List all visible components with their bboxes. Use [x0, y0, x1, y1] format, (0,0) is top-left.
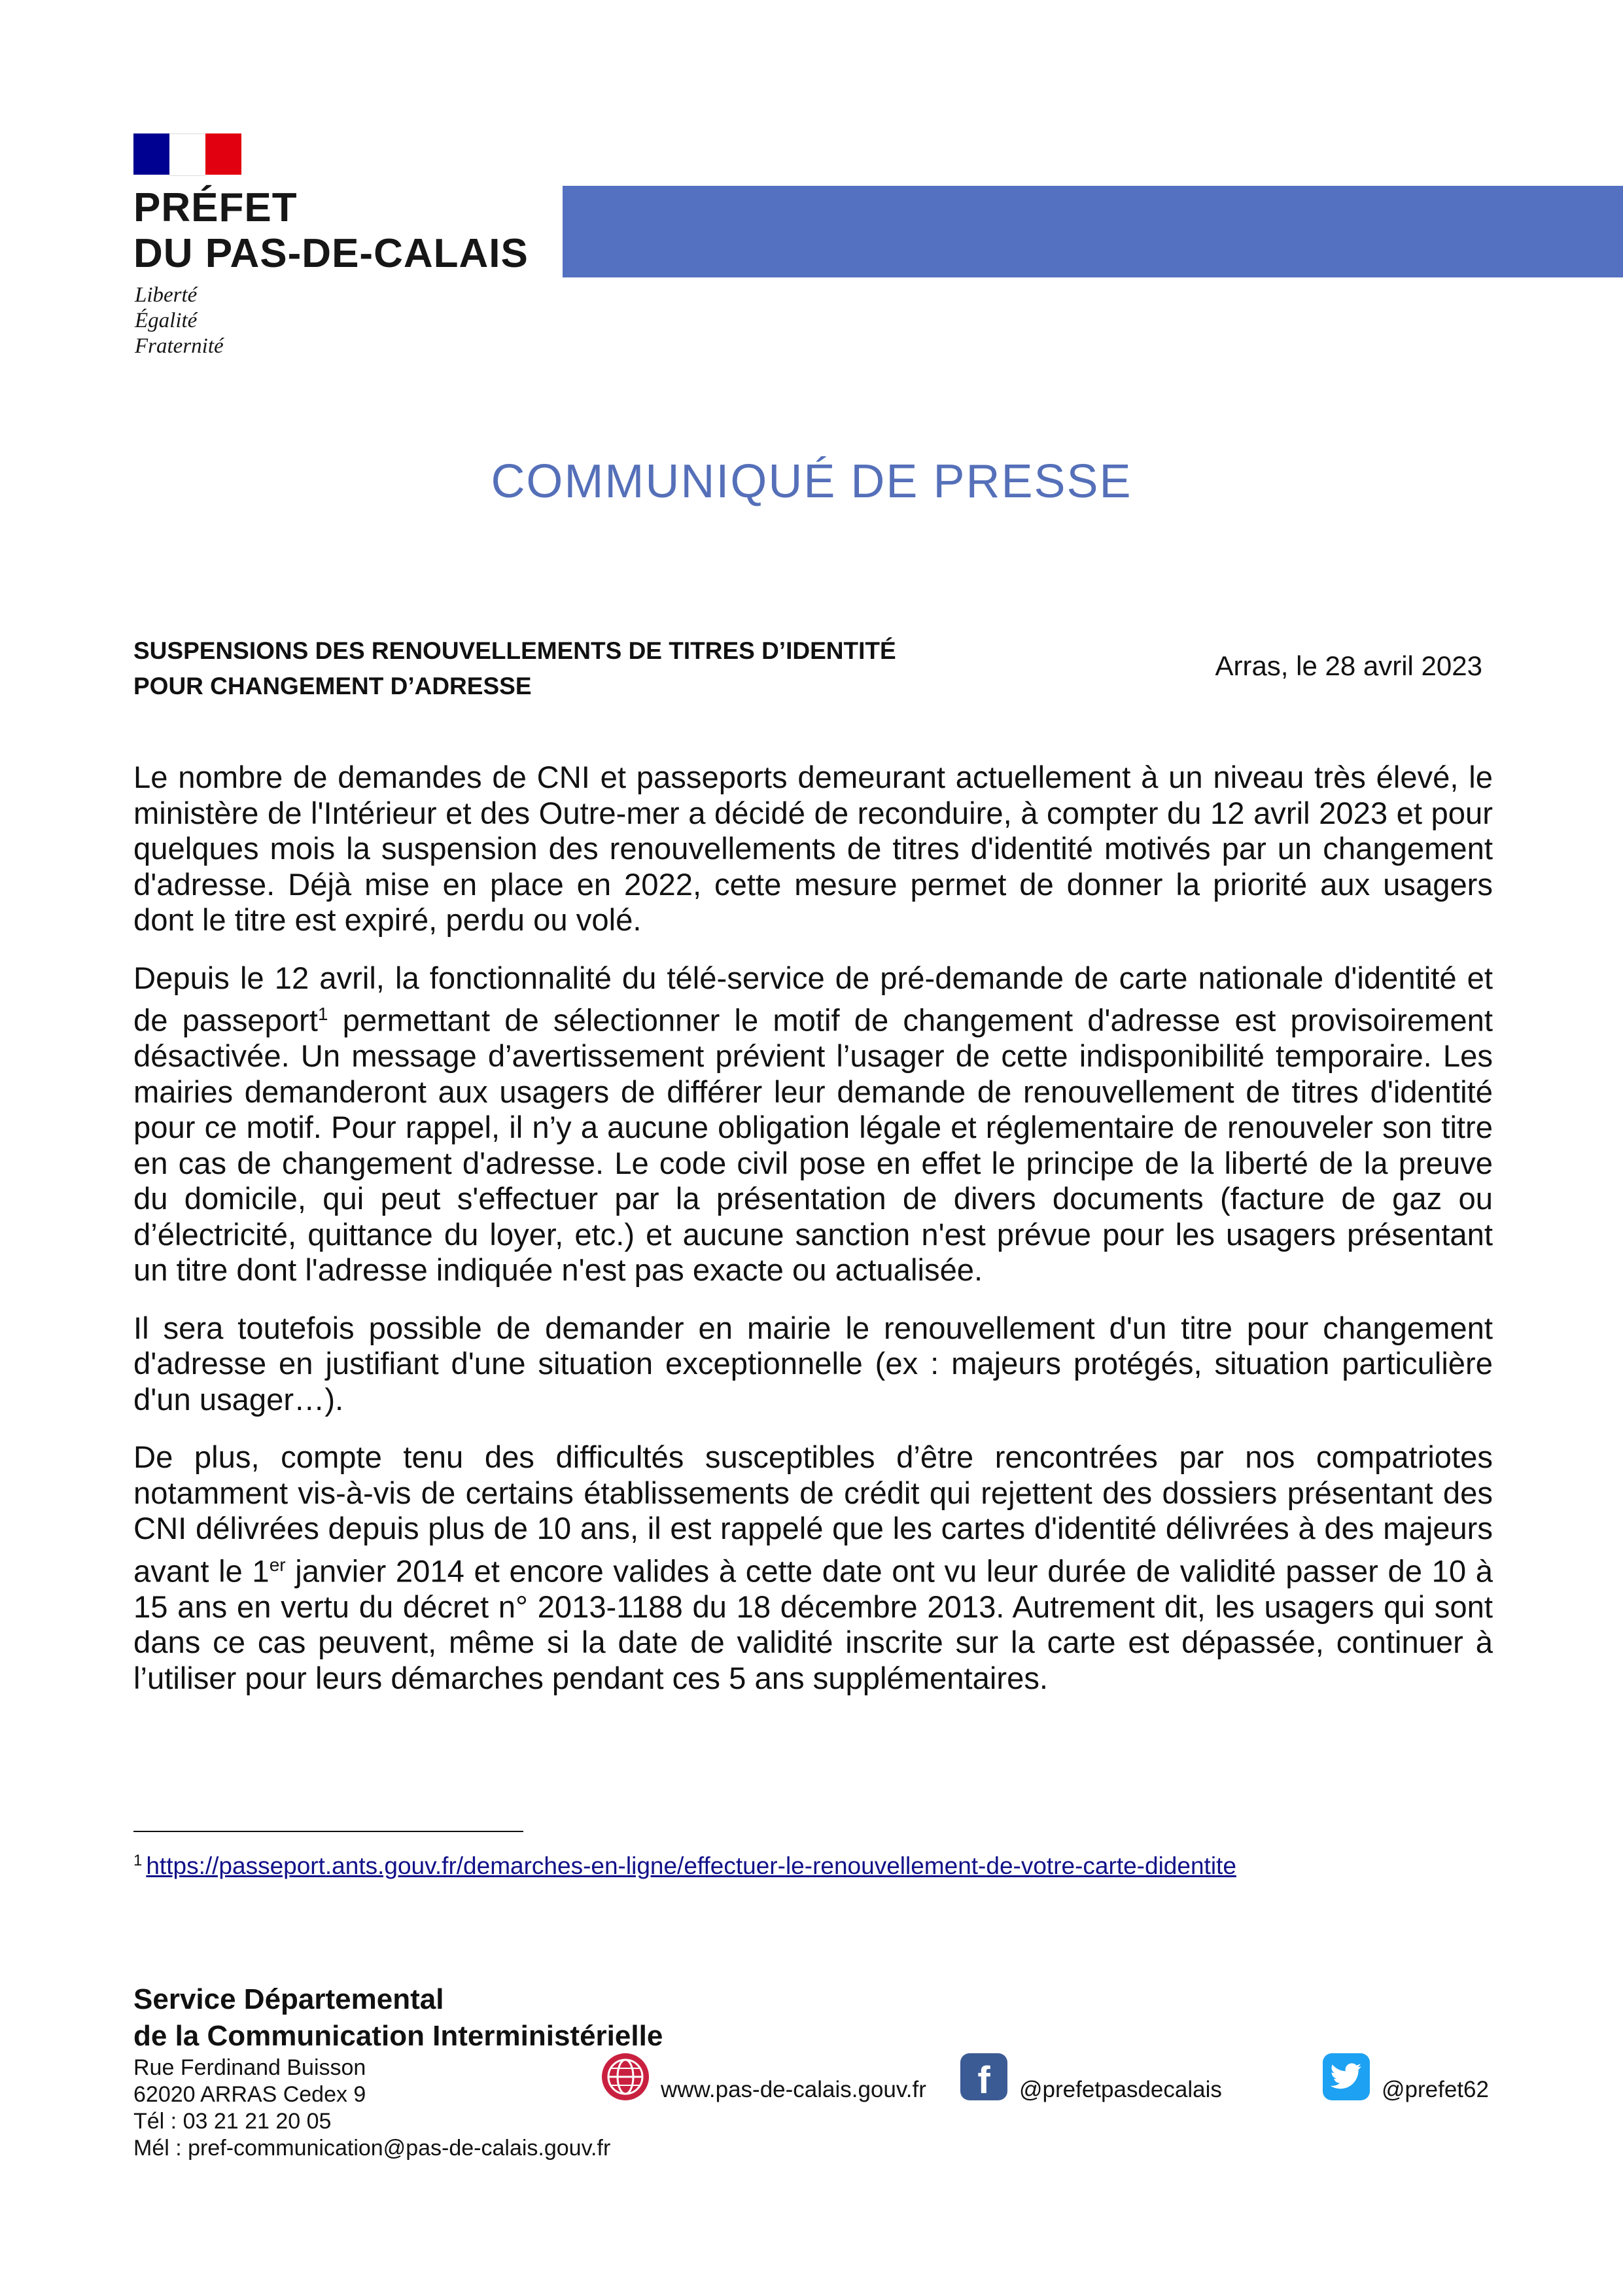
globe-icon [602, 2053, 649, 2100]
paragraph-2 [133, 961, 1493, 1289]
motto-liberte: Liberté [135, 283, 198, 307]
address-street: Rue Ferdinand Buisson [133, 2055, 366, 2080]
service-line-2: de la Communication Interministérielle [133, 2020, 663, 2052]
motto-egalite: Égalité [135, 309, 198, 332]
document-body [133, 760, 1493, 1719]
contact-address [133, 2055, 610, 2162]
facebook-icon: f [960, 2053, 1007, 2100]
press-release-subject [133, 633, 896, 704]
website-contact[interactable] [602, 2055, 926, 2100]
paragraph-4-part-b: janvier 2014 et encore valides à cette date ont vu leur durée de validité passer de 10 à 15 ans en vertu du décret n° 2013-1188 du 18 décembre 2013. Autrement dit, les usagers qui sont dans ce cas peuvent, même si la date de validité inscrite sur la carte est dépassée, continuer à l’utiliser pour leurs démarches pendant ces 5 ans supplémentaires. [133, 1554, 1493, 1696]
ordinal-suffix: er [269, 1554, 286, 1575]
facebook-handle[interactable]: @prefetpasdecalais [1019, 2077, 1222, 2102]
paragraph-2-part-b: permettant de sélectionner le motif de changement d'adresse est provisoirement désactivée. Un message d’avertissement prévient l’usager de cette indisponibilité temporaire. Les mairies demanderont aux usagers de différer leur demande de renouvellement de titres d'identité pour ce motif. Pour rappel, il n’y a aucune obligation légale et réglementaire de renouveler son titre en cas de changement d'adresse. Le code civil pose en effet le principe de la liberté de la preuve du domicile, qui peut s'effectuer par la présentation de divers documents (facture de gaz ou d’électricité, quittance du loyer, etc.) et aucune sanction n'est prévue pour les usagers présentant un titre dont l'adresse indiquée n'est pas exacte ou actualisée. [133, 1003, 1493, 1288]
paragraph-3: Il sera toutefois possible de demander en mairie le renouvellement d'un titre pour changement d'adresse en justifiant d'une situation exceptionnelle (ex : majeurs protégés, situation particulière d'un usager…). [133, 1311, 1493, 1417]
subject-line-2: POUR CHANGEMENT D’ADRESSE [133, 673, 532, 699]
facebook-contact[interactable] [960, 2055, 1222, 2100]
footnote-number: 1 [133, 1852, 143, 1869]
website-link[interactable]: www.pas-de-calais.gouv.fr [661, 2077, 926, 2102]
service-line-1: Service Départemental [133, 1983, 444, 2015]
prefecture-logo-text [133, 185, 529, 277]
paragraph-4-part-a: De plus, compte tenu des difficultés susceptibles d’être rencontrées par nos compatriotes notamment vis-à-vis de certains établissements de crédit qui rejettent des dossiers présentant des CNI délivrées depuis plus de 10 ans, il est rappelé que les cartes d'identité délivrées à des majeurs avant le 1 [133, 1440, 1493, 1589]
twitter-handle[interactable]: @prefet62 [1382, 2077, 1489, 2102]
motto-fraternite: Fraternité [135, 334, 224, 358]
logo-line-1: PRÉFET [133, 185, 298, 230]
paragraph-4 [133, 1440, 1493, 1697]
paragraph-1: Le nombre de demandes de CNI et passeports demeurant actuellement à un niveau très élevé, le ministère de l'Intérieur et des Outre-mer a décidé de reconduire, à compter du 12 avril 2023 et pour quelques mois la suspension des renouvellements de titres d'identité motivés par un changement d'adresse. Déjà mise en place en 2022, cette mesure permet de donner la priorité aux usagers dont le titre est expiré, perdu ou volé. [133, 760, 1493, 938]
address-city: 62020 ARRAS Cedex 9 [133, 2082, 366, 2107]
footnote-link[interactable]: https://passeport.ants.gouv.fr/demarches-en-ligne/effectuer-le-renouvellement-de-votre-carte-didentite [146, 1852, 1236, 1880]
twitter-contact[interactable] [1323, 2055, 1489, 2100]
email-address: Mél : pref-communication@pas-de-calais.gouv.fr [133, 2136, 611, 2161]
twitter-bird-icon [1323, 2053, 1370, 2100]
subject-line-1: SUSPENSIONS DES RENOUVELLEMENTS DE TITRES D’IDENTITÉ [133, 637, 896, 664]
footnote [133, 1852, 1236, 1880]
republic-motto [135, 283, 224, 359]
marianne-flag-logo [133, 133, 241, 175]
header-banner [563, 186, 1623, 277]
paragraph-2-part-a: Depuis le 12 avril, la fonctionnalité du télé-service de pré-demande de carte nationale d'identité et de passeport [133, 961, 1493, 1038]
footnote-separator [133, 1831, 523, 1832]
service-name [133, 1981, 663, 2055]
document-title: COMMUNIQUÉ DE PRESSE [491, 455, 1132, 508]
release-date: Arras, le 28 avril 2023 [1215, 650, 1482, 681]
footnote-ref: 1 [317, 1004, 328, 1024]
logo-line-2: DU PAS-DE-CALAIS [133, 231, 529, 276]
phone-number: Tél : 03 21 21 20 05 [133, 2109, 332, 2134]
